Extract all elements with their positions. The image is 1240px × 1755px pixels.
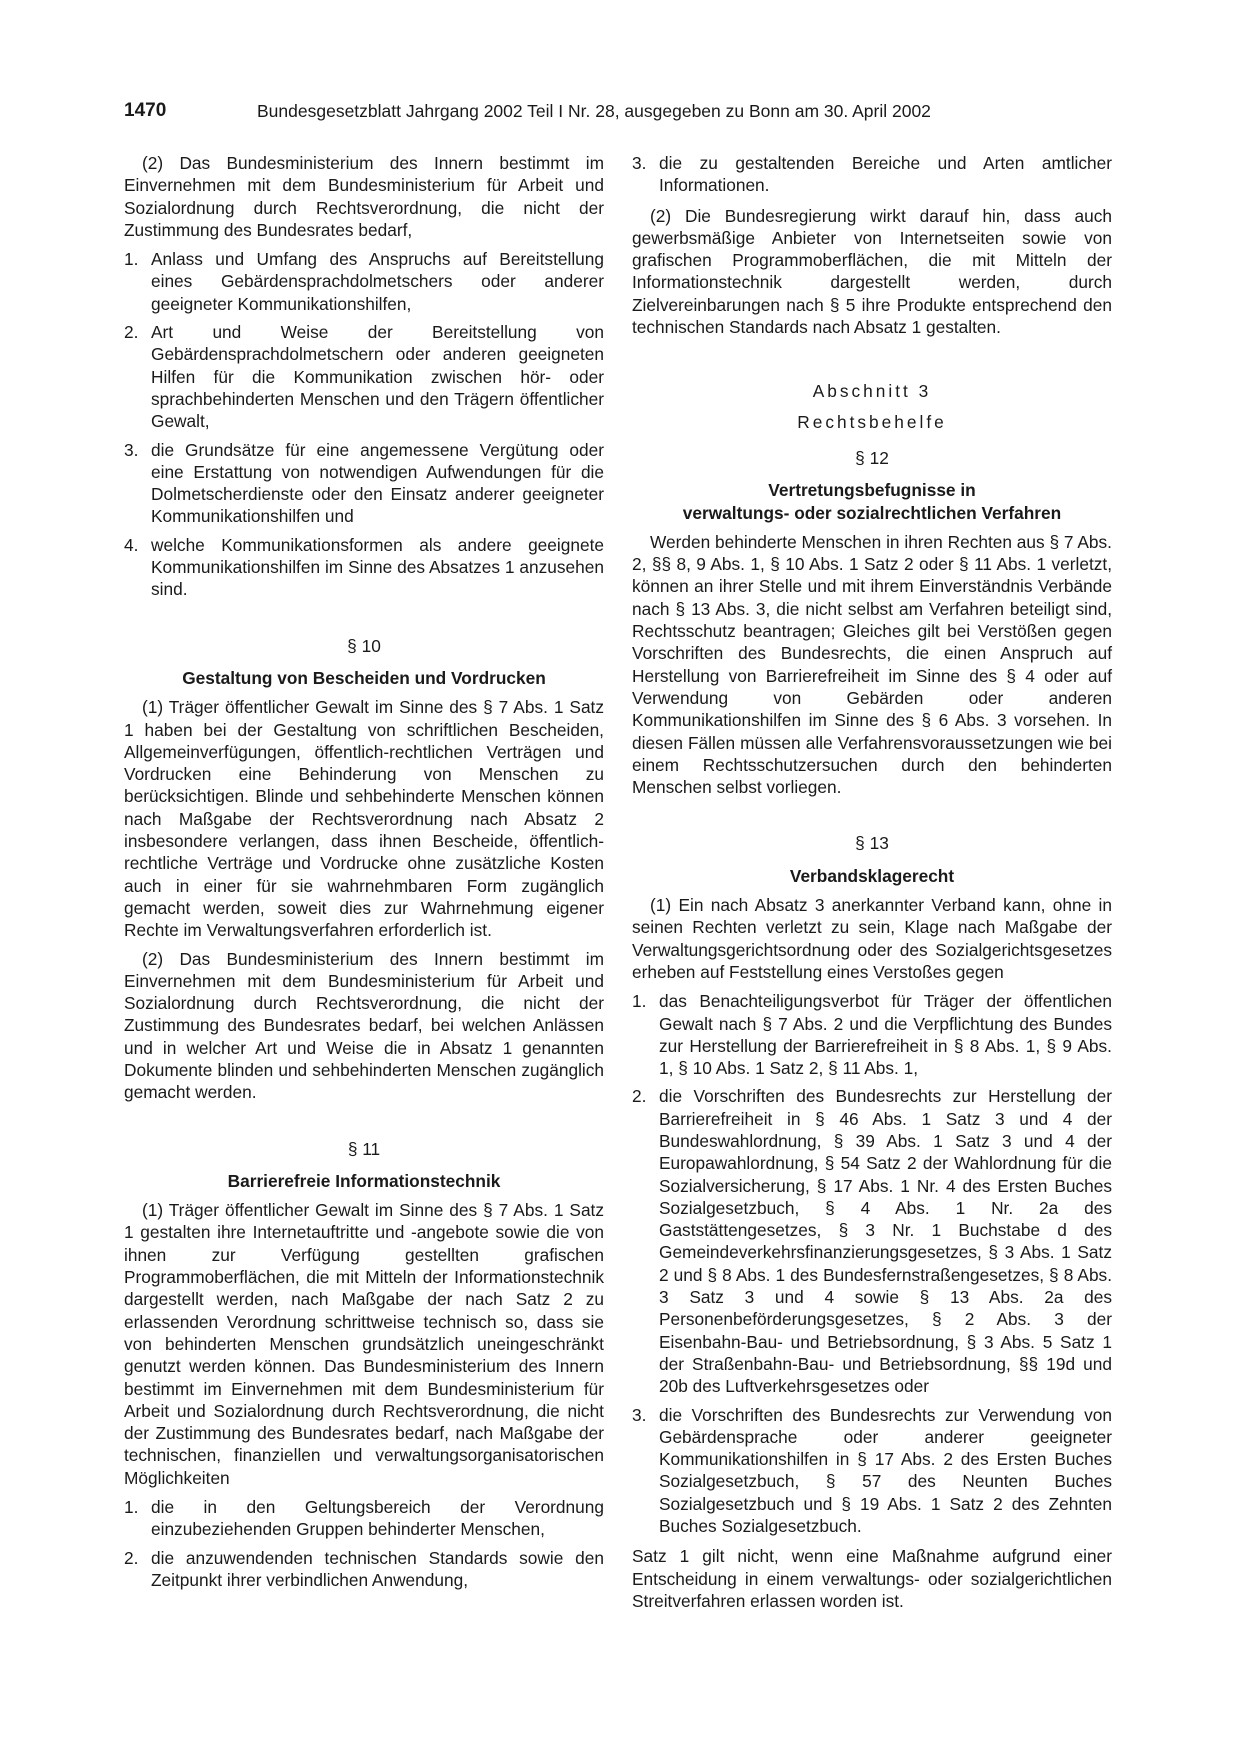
list-number: 3. (632, 1404, 647, 1425)
chapter-title: Rechtsbehelfe (797, 411, 947, 432)
list-item (124, 534, 604, 601)
list-number: 1. (124, 249, 139, 270)
section-title: Gestaltung von Bescheiden und Vordrucken (182, 667, 546, 688)
list-text: Anlass und Umfang des Anspruchs auf Bereitstellung eines Gebärdensprachdolmetschers oder anderer geeigneter Kommunikationshilfen, (151, 249, 604, 314)
list-text: Art und Weise der Bereitstellung von Gebärdensprachdolmetschern oder anderen geeigneten Hilfen für die Kommunikation zwischen hör- oder sprachbehinderten Menschen und den Trägern öffentlicher Gewalt, (151, 322, 604, 432)
list-number: 1. (124, 1497, 139, 1518)
left-column (124, 152, 604, 1599)
section-number: § 11 (347, 1138, 381, 1159)
header-title: Bundesgesetzblatt Jahrgang 2002 Teil I Nr. 28, ausgegeben zu Bonn am 30. April 2002 (257, 101, 931, 121)
section-number: § 12 (855, 447, 889, 468)
list-item (632, 1404, 1112, 1538)
paragraph: (1) Ein nach Absatz 3 anerkannter Verband kann, ohne in seinen Rechten verletzt zu sein, Klage nach Maßgabe der Verwaltungsgerichtsordnung oder des Sozialgerichtsgesetzes erheben auf Feststellung eines Verstoßes gegen (632, 895, 1112, 982)
list-number: 1. (632, 991, 647, 1012)
list-item (124, 1496, 604, 1541)
page-number: 1470 (124, 100, 167, 121)
list-item (124, 439, 604, 528)
paragraph: Satz 1 gilt nicht, wenn eine Maßnahme aufgrund einer Entscheidung in einem verwaltungs- oder sozialgerichtlichen Streitverfahren erlassen worden ist. (632, 1546, 1112, 1611)
right-column (632, 152, 1112, 1612)
list-text: die anzuwendenden technischen Standards sowie den Zeitpunkt ihrer verbindlichen Anwendung, (151, 1547, 604, 1590)
list-text: die Vorschriften des Bundesrechts zur Herstellung der Barrierefreiheit in § 46 Abs. 1 Satz 3 und 4 der Bundeswahlordnung, § 39 Abs. 1 Satz 3 und 4 der Europawahlordnung, § 54 Satz 2 der Wahlordnung für die Sozialversicherung, § 17 Abs. 1 Nr. 4 des Ersten Buches Sozialgesetzbuch, § 4 Abs. 1 Nr. 2a des Gaststättengesetzes, § 3 Nr. 1 Buchstabe d des Gemeindeverkehrsfinanzierungsgesetzes, § 3 Abs. 1 Satz 2 und § 8 Abs. 1 des Bundesfernstraßengesetzes, § 8 Abs. 3 Satz 3 und 4 sowie § 13 Abs. 2a des Personenbeförderungsgesetzes, § 2 Abs. 3 der Eisenbahn-Bau- und Betriebsordnung, § 3 Abs. 5 Satz 1 der Straßenbahn-Bau- und Betriebsordnung, §§ 19d und 20b des Luftverkehrsgesetzes oder (659, 1086, 1112, 1397)
section-title: Barrierefreie Informationstechnik (227, 1170, 501, 1191)
section-title-line: verwaltungs- oder sozialrechtlichen Verfahren (682, 502, 1062, 523)
numbered-list (632, 152, 1112, 197)
list-item (632, 1085, 1112, 1397)
list-number: 2. (124, 322, 139, 343)
list-item (124, 321, 604, 432)
paragraph: (1) Träger öffentlicher Gewalt im Sinne des § 7 Abs. 1 Satz 1 gestalten ihre Internetauftritte und -angebote sowie die von ihnen zur Verfügung gestellten grafischen Programmoberflächen, die mit Mitteln der Informationstechnik dargestellt werden, nach Maßgabe der nach Satz 2 zu erlassenden Verordnung schrittweise technisch so, dass sie von behinderten Menschen grundsätzlich uneingeschränkt genutzt werden können. Das Bundesministerium des Innern bestimmt im Einvernehmen mit dem Bundesministerium für Arbeit und Sozialordnung durch Rechtsverordnung, die nicht der Zustimmung des Bundesrates bedarf, nach Maßgabe der technischen, finanziellen und verwaltungsorganisatorischen Möglichkeiten (124, 1200, 604, 1488)
list-item (632, 152, 1112, 197)
list-number: 4. (124, 534, 139, 555)
list-text: die Vorschriften des Bundesrechts zur Verwendung von Gebärdensprache oder anderer geeigneter Kommunikationshilfen in § 17 Abs. 2 des Ersten Buches Sozialgesetzbuch, § 57 des Neunten Buches Sozialgesetzbuch und § 19 Abs. 1 Satz 2 des Zehnten Buches Sozialgesetzbuch. (659, 1404, 1112, 1537)
list-number: 3. (124, 439, 139, 460)
list-number: 2. (124, 1547, 139, 1568)
list-number: 3. (632, 153, 647, 173)
paragraph: (2) Das Bundesministerium des Innern bestimmt im Einvernehmen mit dem Bundesministerium für Arbeit und Sozialordnung durch Rechtsverordnung, die nicht der Zustimmung des Bundesrates bedarf, (124, 153, 604, 240)
numbered-list (124, 1496, 604, 1591)
list-item (124, 248, 604, 315)
numbered-list (124, 248, 604, 600)
list-item (632, 990, 1112, 1079)
paragraph: (1) Träger öffentlicher Gewalt im Sinne des § 7 Abs. 1 Satz 1 haben bei der Gestaltung von schriftlichen Bescheiden, Allgemeinverfügungen, öffentlich-rechtlichen Verträgen und Vordrucken eine Behinderung von Menschen zu berücksichtigen. Blinde und sehbehinderte Menschen können nach Maßgabe der Rechtsverordnung nach Absatz 2 insbesondere verlangen, dass ihnen Bescheide, öffentlich-rechtliche Verträge und Vordrucke ohne zusätzliche Kosten auch in einer für sie wahrnehmbaren Form zugänglich gemacht werden, soweit dies zur Wahrnehmung eigener Rechte im Verwaltungsverfahren erforderlich ist. (124, 697, 604, 941)
chapter-heading: Abschnitt 3 (812, 381, 932, 402)
section-number: § 13 (855, 833, 889, 854)
section-title-line: Vertretungsbefugnisse in (768, 480, 976, 501)
list-text: die Grundsätze für eine angemessene Vergütung oder eine Erstattung von notwendigen Aufwendungen für die Dolmetscherdienste oder den Einsatz anderer geeigneter Kommunikationshilfen und (151, 439, 604, 527)
paragraph: (2) Das Bundesministerium des Innern bestimmt im Einvernehmen mit dem Bundesministerium für Arbeit und Sozialordnung durch Rechtsverordnung, die nicht der Zustimmung des Bundesrates bedarf, bei welchen Anlässen und in welcher Art und Weise die in Absatz 1 genannten Dokumente blinden und sehbehinderten Menschen zugänglich gemacht werden. (124, 948, 604, 1103)
numbered-list (632, 990, 1112, 1537)
running-header (124, 100, 1114, 126)
section-number: § 10 (347, 635, 381, 656)
paragraph: (2) Die Bundesregierung wirkt darauf hin, dass auch gewerbsmäßige Anbieter von Internetseiten sowie von grafischen Programmoberflächen, die mit Mitteln der Informationstechnik dargestellt werden, durch Zielvereinbarungen nach § 5 ihre Produkte entsprechend den technischen Standards nach Absatz 1 gestalten. (632, 205, 1112, 338)
list-number: 2. (632, 1086, 647, 1107)
list-text: die in den Geltungsbereich der Verordnung einzubeziehenden Gruppen behinderter Menschen, (151, 1497, 604, 1540)
section-title: Verbandsklagerecht (789, 865, 955, 886)
list-text: die zu gestaltenden Bereiche und Arten amtlicher Informationen. (659, 153, 1112, 196)
list-text: das Benachteiligungsverbot für Träger der öffentlichen Gewalt nach § 7 Abs. 2 und die Verpflichtung des Bundes zur Herstellung der Barrierefreiheit in § 8 Abs. 1, § 9 Abs. 1, § 10 Abs. 1 Satz 2, § 11 Abs. 1, (659, 991, 1112, 1079)
paragraph: Werden behinderte Menschen in ihren Rechten aus § 7 Abs. 2, §§ 8, 9 Abs. 1, § 10 Abs. 1 Satz 2 oder § 11 Abs. 1 verletzt, können an ihrer Stelle und mit ihrem Einverständnis Verbände nach § 13 Abs. 3, die nicht selbst am Verfahren beteiligt sind, Rechtsschutz beantragen; Gleiches gilt bei Verstößen gegen Vorschriften des Bundesrechts, die einen Anspruch auf Herstellung von Barrierefreiheit im Sinne des § 4 oder auf Verwendung von Gebärden oder anderen Kommunikationshilfen im Sinne des § 6 Abs. 3 vorsehen. In diesen Fällen müssen alle Verfahrensvoraussetzungen wie bei einem Rechtsschutzersuchen durch den behinderten Menschen selbst vorliegen. (632, 531, 1112, 798)
list-text: welche Kommunikationsformen als andere geeignete Kommunikationshilfen im Sinne des Absatzes 1 anzusehen sind. (151, 534, 604, 600)
list-item (124, 1547, 604, 1592)
